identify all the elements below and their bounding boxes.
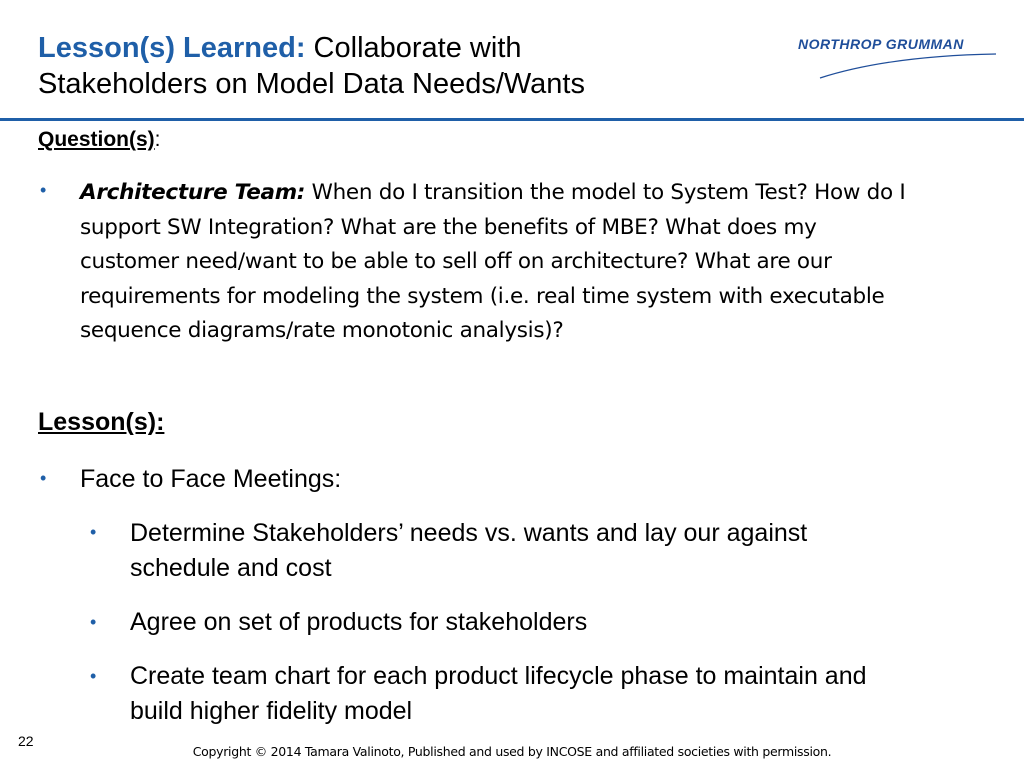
bullet-icon: • <box>90 612 97 632</box>
logo-text: NORTHROP GRUMMAN <box>798 36 964 52</box>
questions-heading-colon: : <box>154 128 161 151</box>
title-line1-rest: Collaborate with <box>305 32 522 64</box>
title-line2: Stakeholders on Model Data Needs/Wants <box>38 68 585 100</box>
logo-swoosh-icon <box>798 34 998 80</box>
questions-heading-label: Question(s) <box>38 128 155 151</box>
bullet-icon: • <box>40 180 47 200</box>
question-lead: Architecture Team: <box>80 180 306 205</box>
lesson-item: Face to Face Meetings: <box>80 465 342 493</box>
question-text: When do I transition the model to System Test? How do I support SW Integration? What are the benefits of MBE? What does my customer need/want to be able to sell off on architecture? What are our requirements for modeling the system (i.e. real time system with executable sequence diagrams/rate monotonic analysis)? <box>80 180 906 343</box>
northrop-grumman-logo <box>798 34 998 80</box>
copyright-footer: Copyright © 2014 Tamara Valinoto, Published and used by INCOSE and affiliated societies with permission. <box>192 744 832 759</box>
lesson-subitem: Agree on set of products for stakeholders <box>130 608 588 636</box>
questions-heading <box>38 128 161 152</box>
title-divider <box>0 118 1024 121</box>
lesson-subitem: Create team chart for each product lifecycle phase to maintain and build higher fidelity model <box>130 662 867 725</box>
bullet-icon: • <box>90 522 97 542</box>
question-bullet <box>80 176 920 349</box>
title-emphasis: Lesson(s) Learned: <box>38 32 306 64</box>
slide-title <box>38 30 778 102</box>
lessons-heading: Lesson(s): <box>38 408 165 436</box>
bullet-icon: • <box>90 666 97 686</box>
lesson-subitem: Determine Stakeholders’ needs vs. wants and lay our against schedule and cost <box>130 519 808 582</box>
bullet-icon: • <box>40 468 47 488</box>
page-number: 22 <box>18 733 34 749</box>
